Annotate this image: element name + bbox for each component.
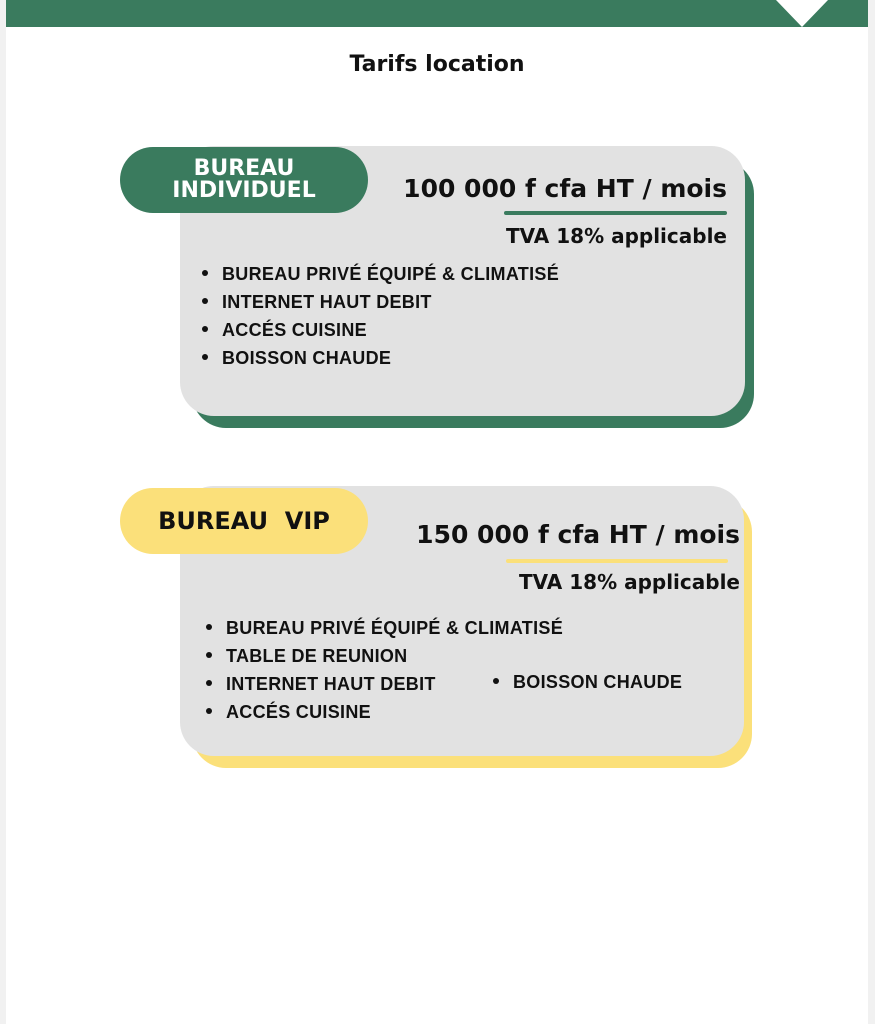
bullet-icon: [202, 270, 208, 276]
offer-individuel-features: [202, 260, 559, 372]
feature-item: [202, 316, 559, 344]
feature-item: [206, 698, 563, 726]
feature-item: [202, 344, 559, 372]
offer-vip-tva: TVA 18% applicable: [519, 570, 740, 594]
bullet-icon: [202, 326, 208, 332]
offer-individuel-tva: TVA 18% applicable: [506, 224, 727, 248]
feature-label: ACCÉS CUISINE: [226, 702, 371, 722]
offer-individuel-tag: [120, 147, 368, 213]
offer-individuel-tag-line2: INDIVIDUEL: [172, 178, 316, 203]
bullet-icon: [493, 678, 499, 684]
bullet-icon: [206, 624, 212, 630]
pricing-page: [6, 0, 868, 1024]
bullet-icon: [202, 354, 208, 360]
offer-individuel-price: 100 000 f cfa HT / mois: [403, 174, 727, 203]
feature-item: [206, 614, 563, 642]
feature-label: BUREAU PRIVÉ ÉQUIPÉ & CLIMATISÉ: [226, 618, 563, 638]
feature-label: TABLE DE REUNION: [226, 646, 408, 666]
feature-label: BUREAU PRIVÉ ÉQUIPÉ & CLIMATISÉ: [222, 264, 559, 284]
feature-label: BOISSON CHAUDE: [513, 672, 683, 692]
bullet-icon: [202, 298, 208, 304]
feature-label: BOISSON CHAUDE: [222, 348, 392, 368]
feature-item: [202, 288, 559, 316]
header-notch-decoration: [776, 0, 828, 27]
feature-item: [206, 642, 563, 670]
feature-item: [493, 668, 682, 696]
feature-item: [202, 260, 559, 288]
offer-vip-extra-features: [493, 668, 682, 696]
bullet-icon: [206, 708, 212, 714]
bullet-icon: [206, 680, 212, 686]
offer-vip-tag: BUREAU VIP: [120, 488, 368, 554]
feature-label: INTERNET HAUT DEBIT: [226, 674, 436, 694]
feature-label: ACCÉS CUISINE: [222, 320, 367, 340]
bullet-icon: [206, 652, 212, 658]
offer-individuel-price-underline: [504, 211, 727, 215]
offer-vip-price: 150 000 f cfa HT / mois: [416, 520, 740, 549]
offer-individuel-tag-line1: BUREAU: [193, 156, 295, 181]
page-title: Tarifs location: [349, 52, 525, 77]
header-band: [6, 0, 868, 27]
offer-vip-price-underline: [506, 559, 728, 563]
feature-label: INTERNET HAUT DEBIT: [222, 292, 432, 312]
